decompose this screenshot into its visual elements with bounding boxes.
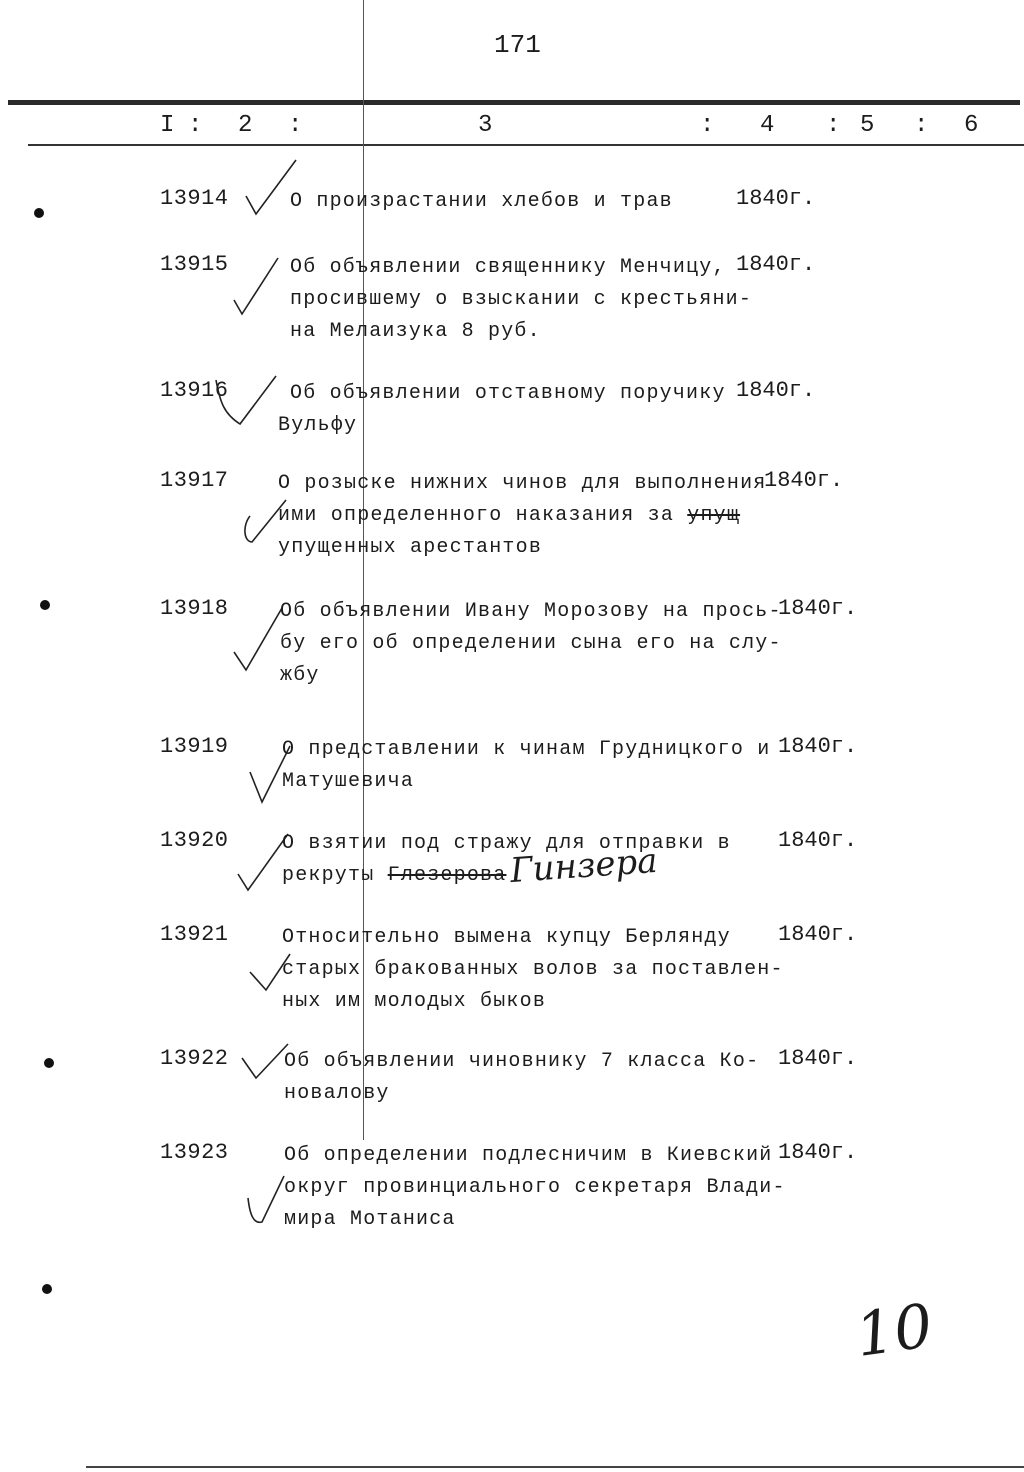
- binder-hole: [40, 600, 50, 610]
- entry-year: 1840г.: [778, 596, 858, 621]
- entry-title: О розыске нижних чинов для выполнения ими определенного наказания за упущ упущенных арестантов: [278, 472, 767, 559]
- entry-title: Об определении подлесничим в Киевский округ провинциального секретаря Влади- мира Мотаниса: [284, 1144, 786, 1231]
- entry-title: Об объявлении священнику Менчицу, просившему о взыскании с крестьяни- на Мелаизука 8 руб.: [290, 256, 753, 343]
- entry-number: 13918: [160, 596, 229, 621]
- checkmark-icon: [244, 1172, 288, 1228]
- entry-number: 13923: [160, 1140, 229, 1165]
- header-separator: :: [288, 112, 303, 139]
- header-col-4: 4: [760, 112, 775, 139]
- binder-hole: [42, 1284, 52, 1294]
- entry-year: 1840г.: [764, 468, 844, 493]
- checkmark-icon: [232, 254, 282, 318]
- header-separator: :: [188, 112, 203, 139]
- entry-number: 13920: [160, 828, 229, 853]
- entry-year: 1840г.: [778, 828, 858, 853]
- entry-title: Об объявлении чиновнику 7 класса Ко- новалову: [284, 1050, 760, 1105]
- entry-year: 1840г.: [778, 1140, 858, 1165]
- entry-year: 1840г.: [778, 922, 858, 947]
- header-col-5: 5: [860, 112, 875, 139]
- header-col-1: I: [160, 112, 175, 139]
- entry-number: 13916: [160, 378, 229, 403]
- header-separator: :: [826, 112, 841, 139]
- checkmark-icon: [206, 372, 280, 430]
- entry-year: 1840г.: [778, 734, 858, 759]
- struck-text: Глезерова: [387, 864, 507, 887]
- header-col-2: 2: [238, 112, 253, 139]
- struck-text: упущ: [687, 504, 741, 527]
- entry-number: 13921: [160, 922, 229, 947]
- entry-title: О взятии под стражу для отправки в рекруты Глезерова: [282, 832, 731, 887]
- entry-title: Об объявлении Ивану Морозову на прось- бу его об определении сына его на слу- жбу: [280, 600, 782, 687]
- entry-number: 13917: [160, 468, 229, 493]
- header-rule-top: [8, 100, 1020, 105]
- header-col-6: 6: [964, 112, 979, 139]
- entry-title: Относительно вымена купцу Берлянду старых бракованных волов за поставлен- ных им молодых быков: [282, 926, 784, 1013]
- page-number: 171: [494, 30, 541, 60]
- handwritten-correction: Гинзера: [508, 840, 659, 892]
- binder-hole: [44, 1058, 54, 1068]
- entry-year: 1840г.: [778, 1046, 858, 1071]
- entry-title: Об объявлении отставному поручику Вульфу: [278, 382, 726, 437]
- entry-number: 13914: [160, 186, 229, 211]
- binder-hole: [34, 208, 44, 218]
- header-rule-bottom: [28, 144, 1024, 146]
- entry-year: 1840г.: [736, 186, 816, 211]
- entry-title: О произрастании хлебов и трав: [290, 190, 673, 213]
- bottom-edge-line: [86, 1466, 1024, 1468]
- entry-year: 1840г.: [736, 378, 816, 403]
- header-separator: :: [914, 112, 929, 139]
- entry-number: 13919: [160, 734, 229, 759]
- entry-number: 13915: [160, 252, 229, 277]
- checkmark-icon: [232, 604, 286, 674]
- handwritten-sheet-number: 10: [851, 1291, 937, 1371]
- entry-title: О представлении к чинам Грудницкого и Матушевича: [282, 738, 771, 793]
- header-separator: :: [700, 112, 715, 139]
- header-col-3: 3: [478, 112, 493, 139]
- entry-number: 13922: [160, 1046, 229, 1071]
- entry-year: 1840г.: [736, 252, 816, 277]
